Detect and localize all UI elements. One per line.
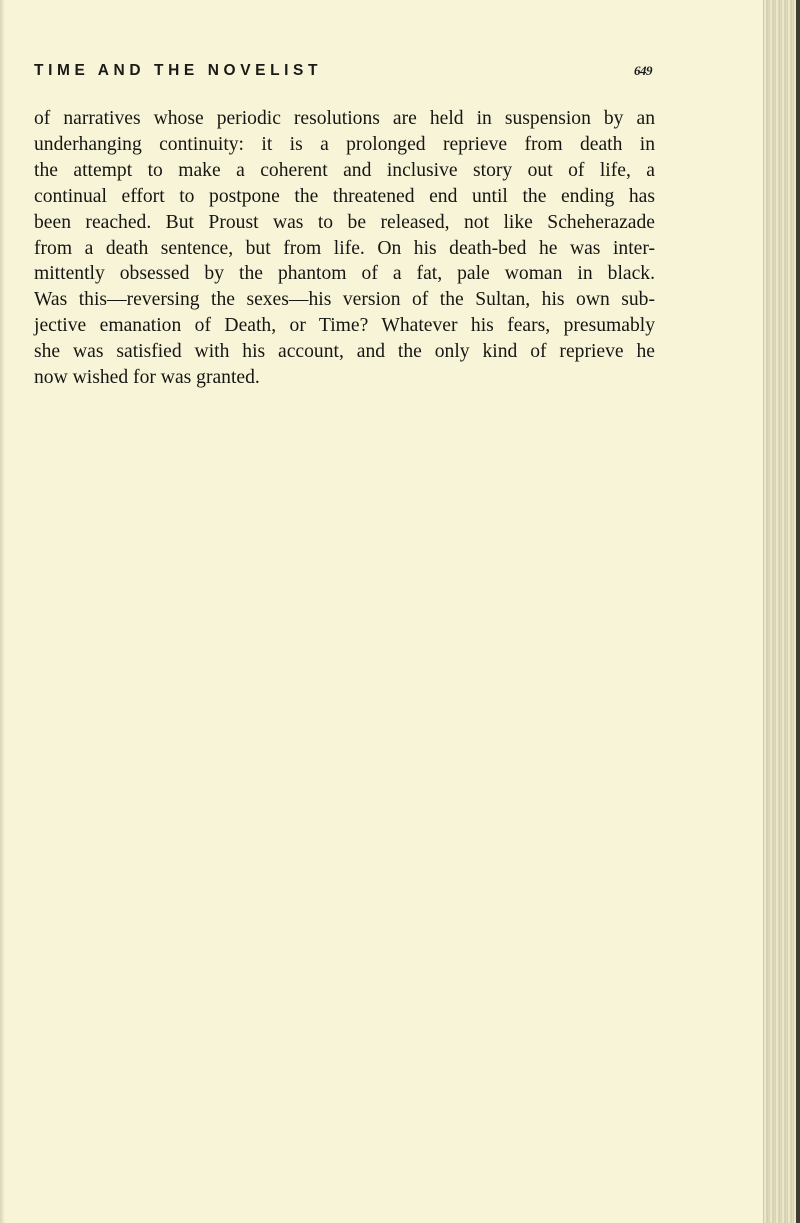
- text-line: now wished for was granted.: [34, 367, 260, 389]
- text-line: of narratives whose periodic resolutions are held in suspension by an: [34, 108, 655, 129]
- page-number: 649: [634, 63, 652, 78]
- running-head-title: TIME AND THE NOVELIST: [34, 62, 323, 79]
- text-line: the attempt to make a coherent and inclusive story out of life, a: [34, 159, 655, 181]
- text-line: been reached. But Proust was to be released, not like Scheherazade: [34, 211, 655, 233]
- text-line: jective emanation of Death, or Time? Whatever his fears, presumably: [34, 315, 655, 337]
- page-fore-edge: [763, 0, 800, 1223]
- text-line: continual effort to postpone the threatened end until the ending has: [34, 185, 655, 207]
- running-head: [34, 62, 652, 84]
- body-paragraph: [34, 106, 655, 391]
- text-line: underhanging continuity: it is a prolonged reprieve from death in: [34, 133, 655, 155]
- text-line: from a death sentence, but from life. On his death-bed he was inter-: [34, 237, 655, 259]
- text-line: she was satisfied with his account, and the only kind of reprieve he: [34, 341, 655, 363]
- text-line: Was this—reversing the sexes—his version of the Sultan, his own sub-: [34, 289, 655, 311]
- text-line: mittently obsessed by the phantom of a fat, pale woman in black.: [34, 263, 655, 285]
- page-edge-shadow: [796, 0, 800, 1223]
- gutter-edge: [0, 0, 5, 1223]
